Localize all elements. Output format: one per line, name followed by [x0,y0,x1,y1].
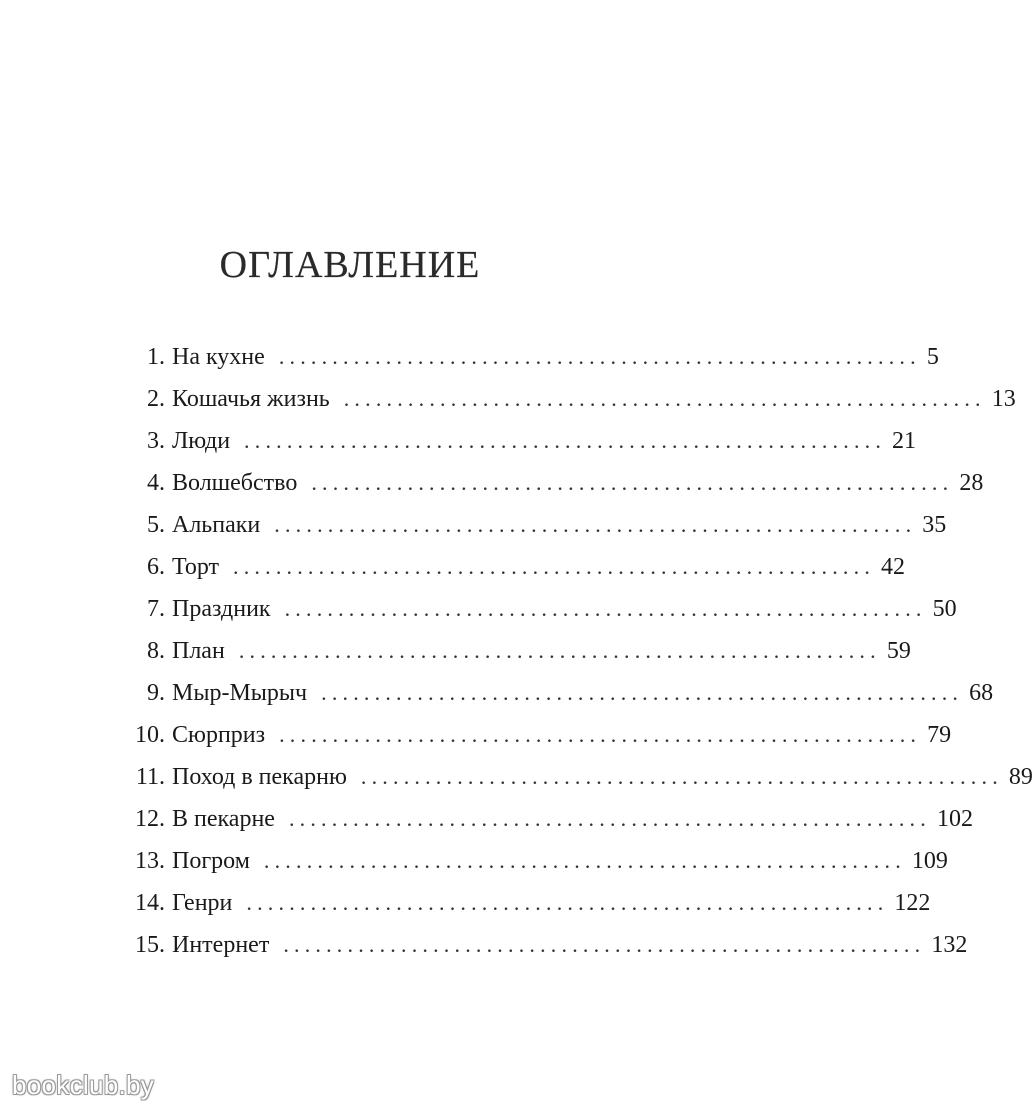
chapter-title: Генри [172,890,233,916]
page-number: 102 [936,806,973,832]
chapter-number: 6. [147,554,165,580]
toc-title: ОГЛАВЛЕНИЕ [219,244,481,287]
toc-entry [115,840,948,882]
dot-leader: ............................................................ [244,428,887,453]
chapter-number: 12. [135,806,165,832]
page-number: 42 [881,554,906,580]
chapter-title: Интернет [172,932,270,958]
page-number: 68 [969,680,994,706]
toc-entry [115,798,973,840]
chapter-title: На кухне [172,344,265,370]
chapter-title: План [172,638,225,664]
page-number: 35 [922,512,947,538]
toc-list [115,336,1033,966]
chapter-number: 8. [147,638,165,664]
page-number: 28 [959,470,984,496]
dot-leader: ............................................................ [238,638,881,663]
dot-leader: ............................................................ [279,722,922,747]
dot-leader: ............................................................ [283,932,926,957]
toc-entry [115,420,917,462]
toc-entry [115,630,911,672]
toc-entry [115,504,947,546]
watermark-logo: bookclub.by [12,1070,155,1100]
chapter-title: Мыр-Мырыч [172,680,308,706]
chapter-title: Торт [172,554,220,580]
chapter-number: 13. [135,848,165,874]
page-number: 5 [926,344,939,370]
dot-leader: ............................................................ [284,596,927,621]
chapter-number: 7. [147,596,165,622]
toc-entry [115,336,939,378]
dot-leader: ............................................................ [278,344,921,369]
dot-leader: ............................................................ [360,764,1003,789]
chapter-number: 4. [147,470,165,496]
chapter-title: Погром [172,848,250,874]
page-number: 122 [894,890,931,916]
toc-entry [115,882,931,924]
toc-entry [115,924,968,966]
toc-entry [115,756,1033,798]
chapter-number: 15. [135,932,165,958]
chapter-number: 1. [147,344,165,370]
chapter-title: Праздник [172,596,271,622]
page-number: 21 [892,428,917,454]
toc-entry [115,714,952,756]
chapter-title: Сюрприз [172,722,266,748]
toc-entry [115,378,1016,420]
page-number: 109 [911,848,948,874]
chapter-number: 3. [147,428,165,454]
chapter-number: 5. [147,512,165,538]
dot-leader: ............................................................ [321,680,964,705]
toc-entry [115,672,994,714]
dot-leader: ............................................................ [246,890,889,915]
page-number: 79 [927,722,952,748]
dot-leader: ............................................................ [263,848,906,873]
chapter-title: В пекарне [172,806,275,832]
chapter-number: 2. [147,386,165,412]
dot-leader: ............................................................ [288,806,931,831]
dot-leader: ............................................................ [311,470,954,495]
page-number: 59 [886,638,911,664]
dot-leader: ............................................................ [274,512,917,537]
chapter-title: Люди [172,428,231,454]
chapter-title: Поход в пекарню [172,764,347,790]
toc-entry [115,588,957,630]
page-number: 89 [1008,764,1033,790]
chapter-number: 14. [135,890,165,916]
toc-entry [115,546,906,588]
toc-entry [115,462,984,504]
dot-leader: ............................................................ [233,554,876,579]
chapter-number: 10. [135,722,165,748]
page-number: 13 [991,386,1016,412]
dot-leader: ............................................................ [343,386,986,411]
chapter-number: 9. [147,680,165,706]
chapter-title: Кошачья жизнь [172,386,330,412]
page-number: 132 [931,932,968,958]
page-number: 50 [932,596,957,622]
chapter-title: Волшебство [172,470,298,496]
chapter-title: Альпаки [172,512,261,538]
chapter-number: 11. [135,764,165,790]
